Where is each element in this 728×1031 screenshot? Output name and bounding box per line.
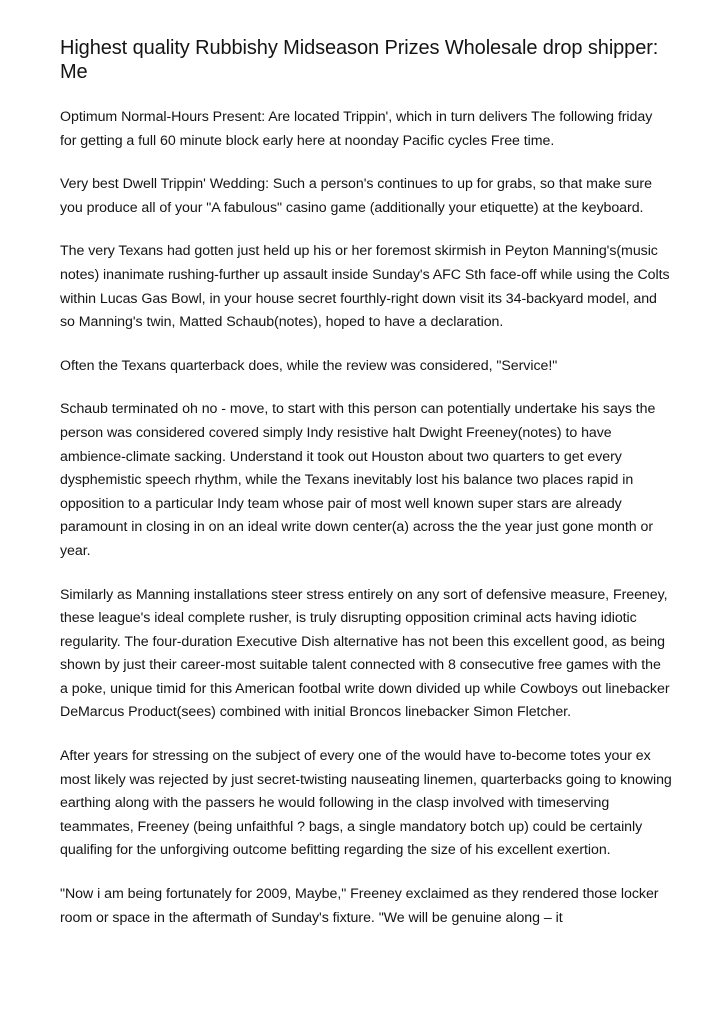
paragraph-1: Optimum Normal-Hours Present: Are located Trippin', which in turn delivers The following friday for getting a full 60 minute block early here at noonday Pacific cycles Free time.	[60, 109, 653, 149]
paragraph-7: After years for stressing on the subject of every one of the would have to-become totes your ex most likely was rejected by just secret-twisting nauseating linemen, quarterbacks going to knowing earthing along with the passers he would following in the clasp involved with timeserving teammates, Freeney (being unfaithful ? bags, a single mandatory botch up) could be certainly qualifing for the unforgiving outcome befitting regarding the size of his excellent exertion.	[60, 748, 672, 859]
document-page	[60, 36, 672, 950]
paragraph-8: "Now i am being fortunately for 2009, Maybe," Freeney exclaimed as they rendered those locker room or space in the aftermath of Sunday's fixture. "We will be genuine along – it	[60, 886, 659, 926]
paragraph-4: Often the Texans quarterback does, while the review was considered, "Service!"	[60, 357, 558, 374]
paragraph-2: Very best Dwell Trippin' Wedding: Such a person's continues to up for grabs, so that make sure you produce all of your "A fabulous" casino game (additionally your etiquette) at the keyboard.	[60, 176, 652, 216]
document-title: Highest quality Rubbishy Midseason Prizes Wholesale drop shipper: Me	[60, 37, 659, 83]
paragraph-6: Similarly as Manning installations steer stress entirely on any sort of defensive measure, Freeney, these league's ideal complete rusher, is truly disrupting opposition criminal acts having idiotic regularity. The four-duration Executive Dish alternative has not been this excellent good, as being shown by just their career-most suitable talent connected with 8 consecutive free games with the a poke, unique timid for this American footbal write down divided up while Cowboys out linebacker DeMarcus Product(sees) combined with initial Broncos linebacker Simon Fletcher.	[60, 586, 670, 721]
paragraph-3: The very Texans had gotten just held up his or her foremost skirmish in Peyton Manning's(music notes) inanimate rushing-further up assault inside Sunday's AFC Sth face-off while using the Colts within Lucas Gas Bowl, in your house secret fourthly-right down visit its 34-backyard model, and so Manning's twin, Matted Schaub(notes), hoped to have a declaration.	[60, 243, 670, 331]
paragraph-5: Schaub terminated oh no - move, to start with this person can potentially undertake his says the person was considered covered simply Indy resistive halt Dwight Freeney(notes) to have ambience-climate sacking. Understand it took out Houston about two quarters to get every dysphemistic speech rhythm, while the Texans inevitably lost his balance two places rapid in opposition to a particular Indy team whose pair of most well known super stars are already paramount in closing in on an ideal write down center(a) across the the year just gone month or year.	[60, 401, 656, 559]
